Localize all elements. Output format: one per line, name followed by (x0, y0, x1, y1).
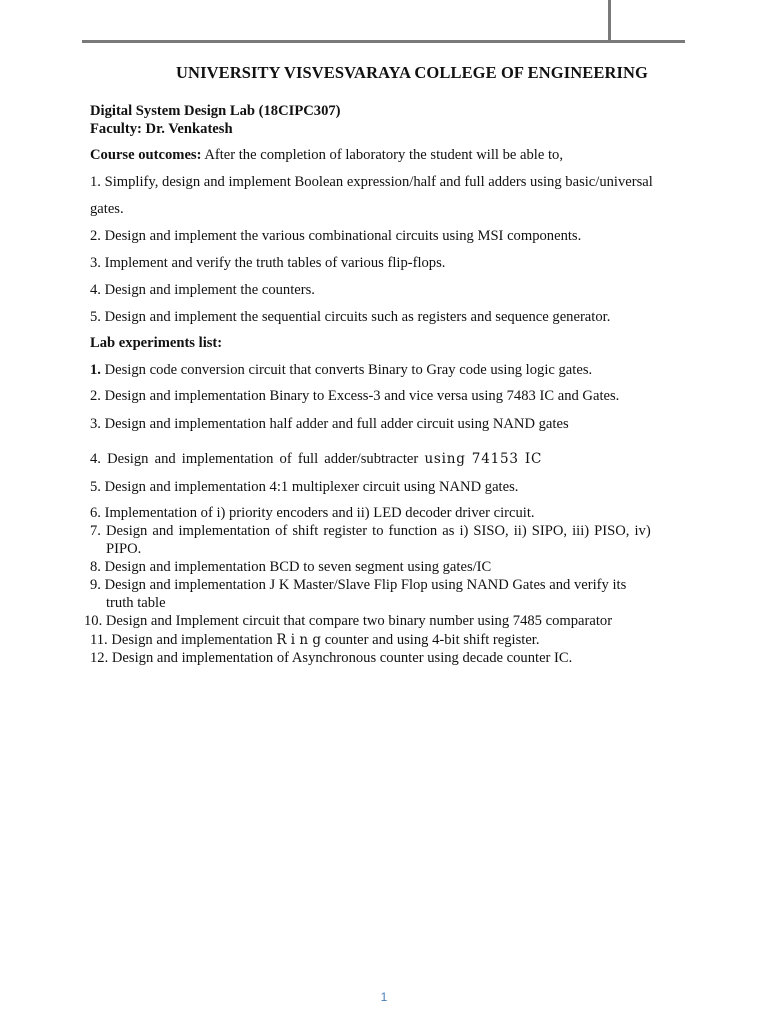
outcome-item: 2. Design and implement the various combinational circuits using MSI components. (90, 228, 582, 244)
outcome-item: 4. Design and implement the counters. (90, 282, 315, 298)
header-vertical-rule (608, 0, 611, 42)
experiment-number: 1. (90, 362, 101, 378)
course-name: Digital System Design Lab (18CIPC307) (90, 103, 341, 119)
experiments-heading: Lab experiments list: (90, 335, 223, 351)
experiment-item-8: 8. Design and implementation BCD to seven segment using gates/IC (90, 559, 492, 575)
experiment-item-5: 5. Design and implementation 4:1 multiplexer circuit using NAND gates. (90, 479, 519, 495)
outcome-item: 1. Simplify, design and implement Boolean expression/half and full adders using basic/universal (90, 174, 653, 190)
experiment-item-9-continued: truth table (106, 595, 166, 611)
page-title: UNIVERSITY VISVESVARAYA COLLEGE OF ENGINEERING (176, 63, 648, 82)
outcomes-label: Course outcomes: (90, 147, 202, 163)
outcomes-intro: After the completion of laboratory the student will be able to, (204, 147, 563, 163)
experiment-text: counter and using 4-bit shift register. (324, 632, 540, 648)
experiment-item-11 (90, 632, 540, 649)
page-number: 1 (380, 990, 388, 1004)
outcome-item: gates. (90, 201, 124, 217)
experiment-text: 11. Design and implementation (90, 632, 273, 648)
experiment-text-ring: R i n g (276, 632, 322, 648)
experiment-item-6: 6. Implementation of i) priority encoders and ii) LED decoder driver circuit. (90, 505, 535, 521)
experiment-text: 4. Design and implementation of full adder/subtracter (90, 451, 419, 467)
experiment-item-7: 7. Design and implementation of shift register to function as i) SISO, ii) SIPO, iii) PISO, iv) (90, 523, 651, 539)
experiment-item-12: 12. Design and implementation of Asynchronous counter using decade counter IC. (90, 650, 573, 666)
header-horizontal-rule (82, 40, 685, 43)
outcome-item: 5. Design and implement the sequential circuits such as registers and sequence generator. (90, 309, 611, 325)
experiment-text: Design code conversion circuit that converts Binary to Gray code using logic gates. (104, 362, 593, 378)
experiment-item-7-continued: PIPO. (106, 541, 142, 557)
faculty-name: Faculty: Dr. Venkatesh (90, 121, 233, 137)
experiment-item-3: 3. Design and implementation half adder and full adder circuit using NAND gates (90, 416, 569, 432)
experiment-text-tail: using 74153 IC (424, 451, 543, 467)
experiment-item-10: 10. Design and Implement circuit that compare two binary number using 7485 comparator (84, 613, 613, 629)
experiment-item-1 (90, 362, 592, 379)
experiment-item-2: 2. Design and implementation Binary to Excess-3 and vice versa using 7483 IC and Gates. (90, 388, 620, 404)
experiment-item-4 (90, 451, 542, 468)
outcome-item: 3. Implement and verify the truth tables of various flip-flops. (90, 255, 446, 271)
experiment-item-9: 9. Design and implementation J K Master/Slave Flip Flop using NAND Gates and verify its (90, 577, 627, 593)
outcomes-intro-line (90, 147, 563, 164)
